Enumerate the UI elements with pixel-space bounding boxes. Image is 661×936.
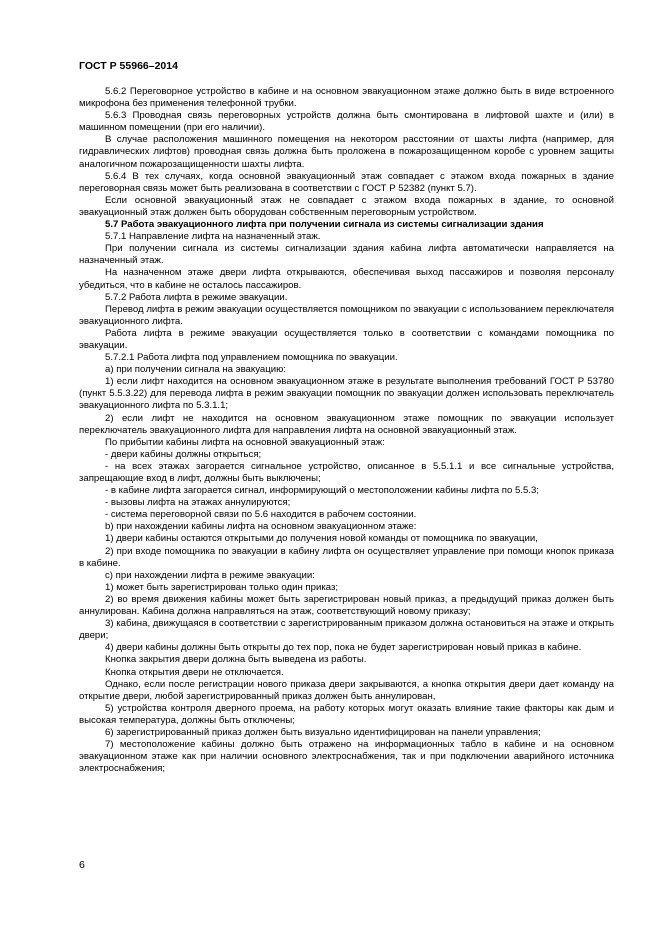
- paragraph: 5.7.2.1 Работа лифта под управлением помощника по эвакуации.: [105, 352, 398, 364]
- list-item: - в кабине лифта загорается сигнал, информирующий о местоположении кабины лифта по 5.5.3;: [105, 485, 539, 497]
- document-body: [79, 86, 614, 775]
- section-heading: 5.7 Работа эвакуационного лифта при получении сигнала из системы сигнализации здания: [105, 219, 544, 231]
- paragraph: 1) если лифт находится на основном эвакуационном этаже в результате выполнения требований ГОСТ Р 53780 (пункт 5.5.3.22) для перевода лифта в режим эвакуации помощник по эвакуации должен использовать переключатель эвакуационного лифта по 5.3.1.1;: [79, 376, 614, 412]
- list-item: - на всех этажах загорается сигнальное устройство, описанное в 5.5.1.1 и все сигнальные устройства, запрещающие вход в лифт, должны быть выключены;: [79, 460, 614, 484]
- list-item: 6) зарегистрированный приказ должен быть визуально идентифицирован на панели управления;: [105, 726, 541, 738]
- list-item: 2) при входе помощника по эвакуации в кабину лифта он осуществляет управление при помощи кнопок приказа в кабине.: [79, 545, 614, 569]
- paragraph: 5.6.4 В тех случаях, когда основной эвакуационный этаж совпадает с этажом входа пожарных в здание переговорная связь может быть реализована в соответствии с ГОСТ Р 52382 (пункт 5.7).: [79, 170, 614, 194]
- list-item: - система переговорной связи по 5.6 находится в рабочем состоянии.: [105, 509, 417, 521]
- paragraph: с) при нахождении лифта в режиме эвакуации:: [105, 569, 315, 581]
- paragraph: По прибытии кабины лифта на основной эвакуационный этаж:: [105, 436, 385, 448]
- paragraph: Однако, если после регистрации нового приказа двери закрываются, а кнопка открытия двери дает команду на открытие двери, любой зарегистрированный приказ должен быть аннулирован,: [79, 678, 614, 702]
- paragraph: Если основной эвакуационный этаж не совпадает с этажом входа пожарных в здание, то основной эвакуационный этаж должен быть оборудован собственным переговорным устройством.: [79, 194, 614, 218]
- paragraph: 5.6.2 Переговорное устройство в кабине и на основном эвакуационном этаже должно быть в виде встроенного микрофона без применения телефонной трубки.: [79, 86, 614, 110]
- list-item: 1) может быть зарегистрирован только один приказ;: [105, 581, 339, 593]
- list-item: - двери кабины должны открыться;: [105, 448, 262, 460]
- paragraph: При получении сигнала из системы сигнализации здания кабина лифта автоматически направляется на назначенный этаж.: [79, 243, 614, 267]
- paragraph: Перевод лифта в режим эвакуации осуществляется помощником по эвакуации с использованием переключателя эвакуационного лифта.: [79, 303, 614, 327]
- paragraph: Кнопка закрытия двери должна быть выведена из работы.: [105, 654, 367, 666]
- list-item: 7) местоположение кабины должно быть отражено на информационных табло в кабине и на основном эвакуационном этаже как при наличии основного электроснабжения, так и при подключении аварийного источника электроснабжения;: [79, 739, 614, 775]
- list-item: 3) кабина, движущаяся в соответствии с зарегистрированным приказом должна остановиться на этаже и открыть двери;: [79, 618, 614, 642]
- list-item: 4) двери кабины должны быть открыты до тех пор, пока не будет зарегистрирован новый приказ в кабине.: [105, 642, 582, 654]
- list-item: - вызовы лифта на этажах аннулируются;: [105, 497, 291, 509]
- paragraph: b) при нахождении кабины лифта на основном эвакуационном этаже:: [105, 521, 417, 533]
- paragraph: Кнопка открытия двери не отключается.: [105, 666, 284, 678]
- paragraph: 2) если лифт не находится на основном эвакуационном этаже помощник по эвакуации использует переключатель эвакуационного лифта для направления лифта на основной эвакуационный этаж.: [79, 412, 614, 436]
- document-header: ГОСТ Р 55966–2014: [79, 60, 178, 72]
- paragraph: Работа лифта в режиме эвакуации осуществляется только в соответствии с командами помощника по эвакуации.: [79, 327, 614, 351]
- page-number: 6: [79, 859, 85, 871]
- paragraph: 5.7.1 Направление лифта на назначенный этаж.: [105, 231, 321, 243]
- paragraph: 5.7.2 Работа лифта в режиме эвакуации.: [105, 291, 288, 303]
- list-item: 1) двери кабины остаются открытыми до получения новой команды от помощника по эвакуации,: [105, 533, 538, 545]
- paragraph: На назначенном этаже двери лифта открываются, обеспечивая выход пассажиров и позволяя персоналу убедиться, что в кабине не осталось пассажиров.: [79, 267, 614, 291]
- list-item: 2) во время движения кабины может быть зарегистрирован новый приказ, а предыдущий приказ должен быть аннулирован. Кабина должна направляться на этаж, соответствующий новому приказу;: [79, 593, 614, 618]
- paragraph: а) при получении сигнала на эвакуацию:: [105, 364, 286, 376]
- list-item: 5) устройства контроля дверного проема, на работу которых могут оказать влияние такие факторы как дым и высокая температура, должны быть отключены;: [79, 702, 614, 726]
- paragraph: В случае расположения машинного помещения на некотором расстоянии от шахты лифта (например, для гидравлических лифтов) проводная связь должна быть проложена в пожарозащищенном коробе с уровнем защиты аналогичном пожарозащищенности шахты лифта.: [79, 134, 614, 170]
- paragraph: 5.6.3 Проводная связь переговорных устройств должна быть смонтирована в лифтовой шахте и (или) в машинном помещении (при его наличии).: [79, 110, 614, 134]
